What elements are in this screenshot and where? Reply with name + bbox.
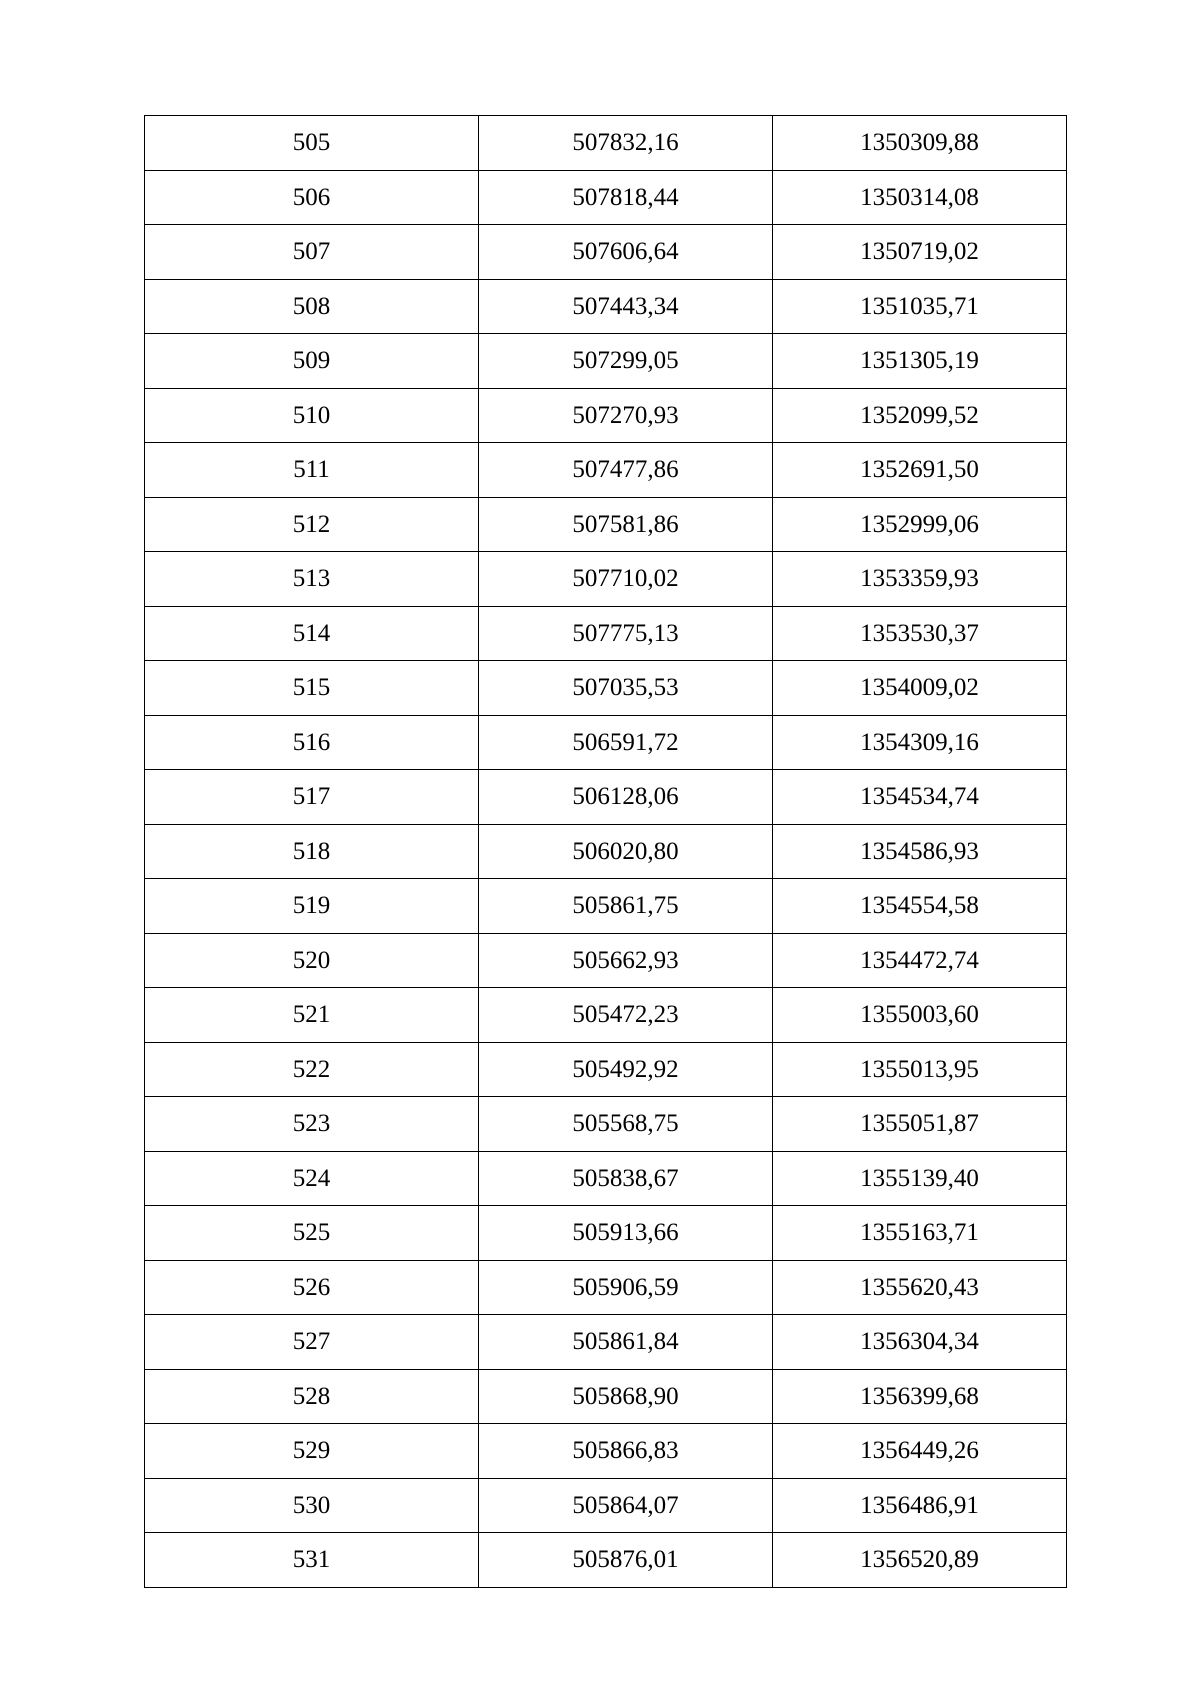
x-coordinate-cell: 505492,92 <box>479 1042 773 1097</box>
x-coordinate-cell: 507581,86 <box>479 497 773 552</box>
x-coordinate-cell: 507270,93 <box>479 388 773 443</box>
x-coordinate-cell: 507775,13 <box>479 606 773 661</box>
x-coordinate-cell: 506128,06 <box>479 770 773 825</box>
y-coordinate-cell: 1355003,60 <box>773 988 1067 1043</box>
point-number-cell: 521 <box>145 988 479 1043</box>
y-coordinate-cell: 1354586,93 <box>773 824 1067 879</box>
point-number-cell: 505 <box>145 116 479 171</box>
y-coordinate-cell: 1354309,16 <box>773 715 1067 770</box>
y-coordinate-cell: 1355163,71 <box>773 1206 1067 1261</box>
table-row <box>145 661 1067 716</box>
x-coordinate-cell: 506591,72 <box>479 715 773 770</box>
x-coordinate-cell: 506020,80 <box>479 824 773 879</box>
y-coordinate-cell: 1354554,58 <box>773 879 1067 934</box>
x-coordinate-cell: 505861,75 <box>479 879 773 934</box>
point-number-cell: 510 <box>145 388 479 443</box>
point-number-cell: 513 <box>145 552 479 607</box>
table-row <box>145 334 1067 389</box>
x-coordinate-cell: 507035,53 <box>479 661 773 716</box>
y-coordinate-cell: 1354472,74 <box>773 933 1067 988</box>
x-coordinate-cell: 505868,90 <box>479 1369 773 1424</box>
x-coordinate-cell: 505906,59 <box>479 1260 773 1315</box>
x-coordinate-cell: 505876,01 <box>479 1533 773 1588</box>
table-row <box>145 1315 1067 1370</box>
point-number-cell: 526 <box>145 1260 479 1315</box>
table-row <box>145 933 1067 988</box>
y-coordinate-cell: 1354009,02 <box>773 661 1067 716</box>
point-number-cell: 506 <box>145 170 479 225</box>
point-number-cell: 512 <box>145 497 479 552</box>
y-coordinate-cell: 1351305,19 <box>773 334 1067 389</box>
x-coordinate-cell: 507477,86 <box>479 443 773 498</box>
table-row <box>145 1151 1067 1206</box>
coordinates-table <box>144 115 1067 1588</box>
x-coordinate-cell: 507606,64 <box>479 225 773 280</box>
y-coordinate-cell: 1352691,50 <box>773 443 1067 498</box>
point-number-cell: 509 <box>145 334 479 389</box>
x-coordinate-cell: 507443,34 <box>479 279 773 334</box>
table-row <box>145 1533 1067 1588</box>
y-coordinate-cell: 1356520,89 <box>773 1533 1067 1588</box>
table-row <box>145 824 1067 879</box>
y-coordinate-cell: 1350314,08 <box>773 170 1067 225</box>
coordinates-table-body <box>145 116 1067 1588</box>
y-coordinate-cell: 1350719,02 <box>773 225 1067 280</box>
table-row <box>145 170 1067 225</box>
y-coordinate-cell: 1356449,26 <box>773 1424 1067 1479</box>
point-number-cell: 511 <box>145 443 479 498</box>
point-number-cell: 516 <box>145 715 479 770</box>
point-number-cell: 508 <box>145 279 479 334</box>
x-coordinate-cell: 505866,83 <box>479 1424 773 1479</box>
x-coordinate-cell: 507832,16 <box>479 116 773 171</box>
x-coordinate-cell: 505864,07 <box>479 1478 773 1533</box>
table-row <box>145 1042 1067 1097</box>
point-number-cell: 517 <box>145 770 479 825</box>
y-coordinate-cell: 1355013,95 <box>773 1042 1067 1097</box>
y-coordinate-cell: 1355051,87 <box>773 1097 1067 1152</box>
x-coordinate-cell: 505662,93 <box>479 933 773 988</box>
table-row <box>145 279 1067 334</box>
x-coordinate-cell: 507299,05 <box>479 334 773 389</box>
x-coordinate-cell: 505472,23 <box>479 988 773 1043</box>
point-number-cell: 515 <box>145 661 479 716</box>
point-number-cell: 528 <box>145 1369 479 1424</box>
y-coordinate-cell: 1356304,34 <box>773 1315 1067 1370</box>
table-row <box>145 606 1067 661</box>
y-coordinate-cell: 1353530,37 <box>773 606 1067 661</box>
point-number-cell: 530 <box>145 1478 479 1533</box>
point-number-cell: 523 <box>145 1097 479 1152</box>
y-coordinate-cell: 1350309,88 <box>773 116 1067 171</box>
x-coordinate-cell: 505861,84 <box>479 1315 773 1370</box>
x-coordinate-cell: 505913,66 <box>479 1206 773 1261</box>
point-number-cell: 520 <box>145 933 479 988</box>
point-number-cell: 527 <box>145 1315 479 1370</box>
y-coordinate-cell: 1354534,74 <box>773 770 1067 825</box>
table-row <box>145 1369 1067 1424</box>
table-row <box>145 552 1067 607</box>
point-number-cell: 522 <box>145 1042 479 1097</box>
x-coordinate-cell: 505838,67 <box>479 1151 773 1206</box>
table-row <box>145 879 1067 934</box>
table-row <box>145 988 1067 1043</box>
table-row <box>145 225 1067 280</box>
y-coordinate-cell: 1355620,43 <box>773 1260 1067 1315</box>
table-row <box>145 388 1067 443</box>
table-row <box>145 1206 1067 1261</box>
table-row <box>145 715 1067 770</box>
y-coordinate-cell: 1355139,40 <box>773 1151 1067 1206</box>
point-number-cell: 518 <box>145 824 479 879</box>
y-coordinate-cell: 1351035,71 <box>773 279 1067 334</box>
x-coordinate-cell: 505568,75 <box>479 1097 773 1152</box>
y-coordinate-cell: 1356486,91 <box>773 1478 1067 1533</box>
x-coordinate-cell: 507818,44 <box>479 170 773 225</box>
y-coordinate-cell: 1352099,52 <box>773 388 1067 443</box>
y-coordinate-cell: 1352999,06 <box>773 497 1067 552</box>
table-row <box>145 1478 1067 1533</box>
y-coordinate-cell: 1356399,68 <box>773 1369 1067 1424</box>
table-row <box>145 116 1067 171</box>
table-row <box>145 443 1067 498</box>
point-number-cell: 529 <box>145 1424 479 1479</box>
x-coordinate-cell: 507710,02 <box>479 552 773 607</box>
table-row <box>145 497 1067 552</box>
table-row <box>145 1424 1067 1479</box>
point-number-cell: 514 <box>145 606 479 661</box>
point-number-cell: 525 <box>145 1206 479 1261</box>
point-number-cell: 519 <box>145 879 479 934</box>
point-number-cell: 531 <box>145 1533 479 1588</box>
point-number-cell: 507 <box>145 225 479 280</box>
point-number-cell: 524 <box>145 1151 479 1206</box>
table-row <box>145 770 1067 825</box>
table-row <box>145 1097 1067 1152</box>
table-row <box>145 1260 1067 1315</box>
y-coordinate-cell: 1353359,93 <box>773 552 1067 607</box>
